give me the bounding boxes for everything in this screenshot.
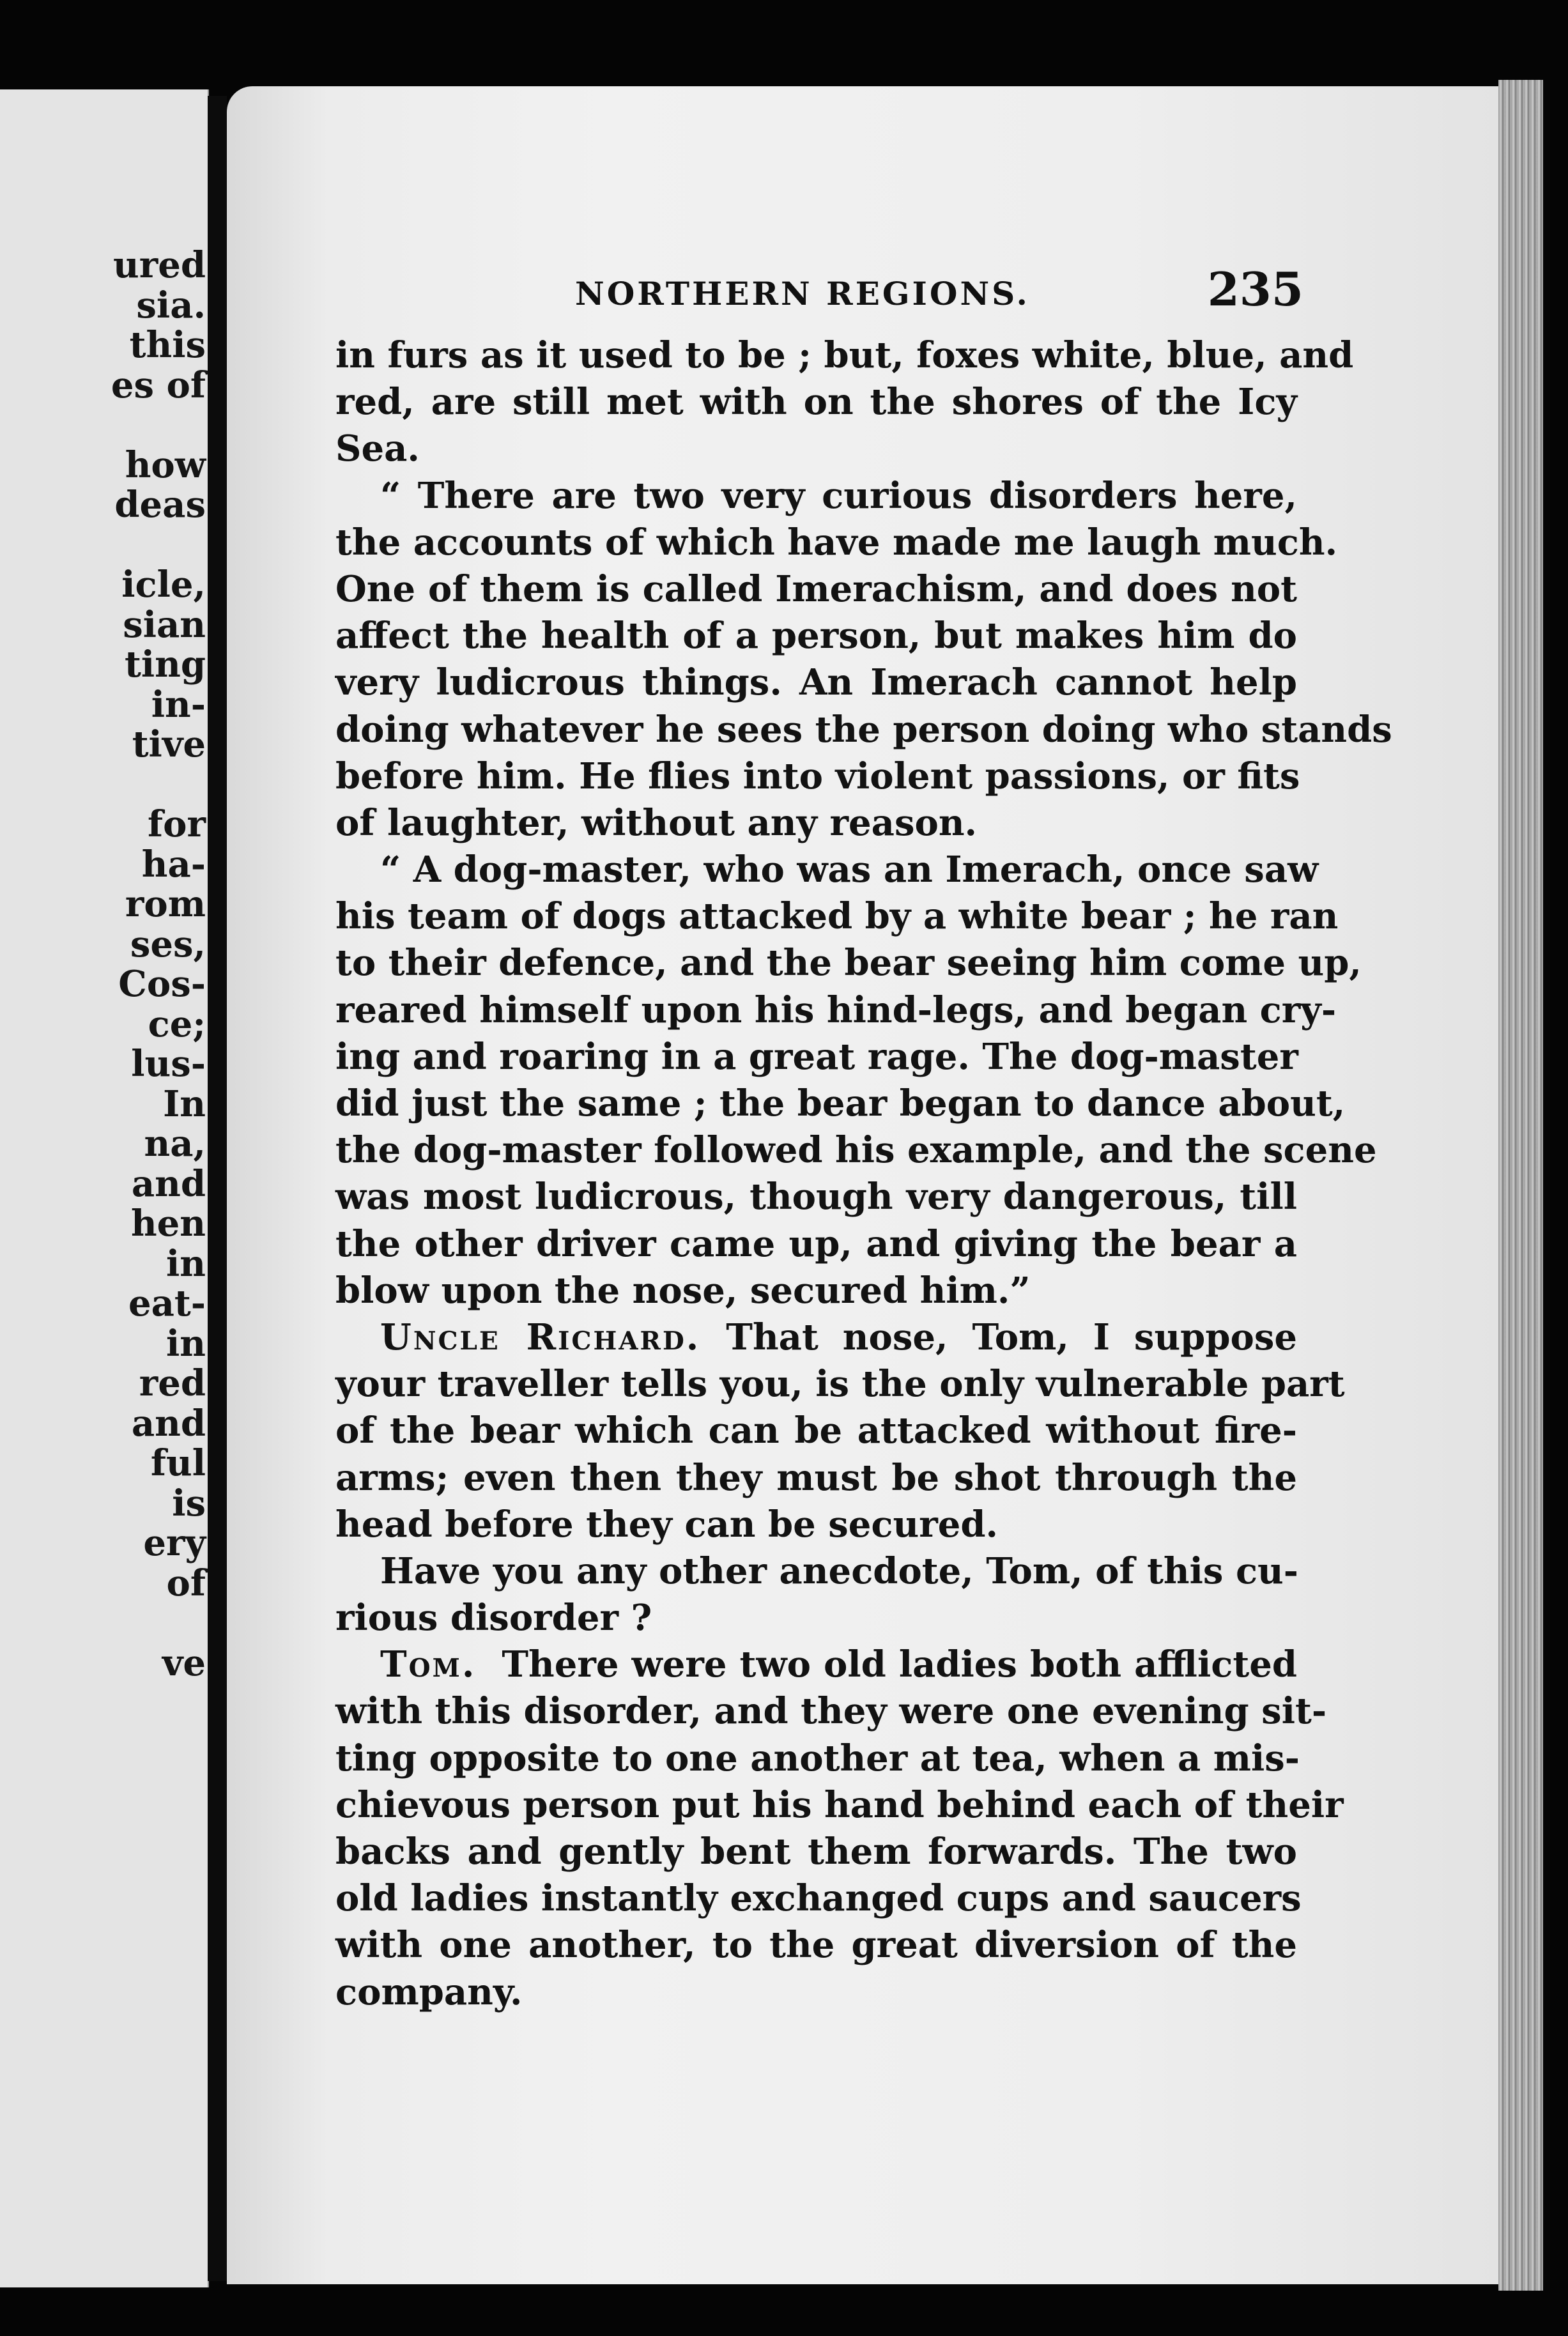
left-page-fragment: In (163, 1082, 206, 1125)
left-page-fragment: ured (112, 244, 206, 286)
text-line: did just the same ; the bear began to dance about, (335, 1082, 1346, 1125)
left-page-fragment: how (125, 443, 206, 486)
book-gutter (208, 96, 227, 2281)
left-page-fragment: ery (143, 1522, 206, 1564)
left-page-fragment: rom (125, 883, 206, 925)
text-line: reared himself upon his hind-legs, and began cry- (335, 988, 1337, 1031)
speaker-name: Uncle Richard. (380, 1316, 701, 1358)
left-page-fragment: icle, (121, 564, 206, 606)
left-page-fragment: ve (162, 1641, 206, 1684)
left-page-fragment: sia. (136, 284, 206, 327)
left-page-fragment: na, (144, 1123, 206, 1165)
text-line: in furs as it used to be ; but, foxes white, blue, and (335, 334, 1354, 376)
text-line: ing and roaring in a great rage. The dog-master (335, 1035, 1298, 1078)
text-line: Sea. (335, 427, 420, 470)
text-line: old ladies instantly exchanged cups and saucers (335, 1877, 1302, 1920)
left-page-fragment: in (166, 1242, 206, 1285)
speaker-name: Tom. (380, 1643, 477, 1686)
text-line: backs and gently bent them forwards. The two (335, 1831, 1297, 1873)
left-page-fragment: this (129, 324, 206, 366)
text-line: the other driver came up, and giving the bear a (335, 1222, 1297, 1265)
left-page-fragment: of (166, 1562, 206, 1604)
left-page-fragment: for (148, 803, 206, 845)
text-line: blow upon the nose, secured him.” (335, 1269, 1031, 1312)
text-line: his team of dogs attacked by a white bear ; he ran (335, 895, 1339, 938)
left-page-fragment: red (139, 1362, 206, 1404)
text-line: to their defence, and the bear seeing him come up, (335, 942, 1362, 985)
text-line: One of them is called Imerachism, and does not (335, 567, 1297, 610)
text-line: doing whatever he sees the person doing who stands (335, 708, 1392, 751)
left-page-fragment: Cos- (118, 963, 206, 1005)
text-line: ting opposite to one another at tea, when a mis- (335, 1737, 1300, 1779)
left-page-fragment: in (166, 1322, 206, 1365)
text-line: “ A dog-master, who was an Imerach, once saw (380, 849, 1319, 891)
left-facing-page (0, 89, 209, 2287)
left-page-fragments (111, 89, 208, 2287)
text-line: arms; even then they must be shot through the (335, 1456, 1297, 1499)
left-page-fragment: ce; (148, 1003, 206, 1045)
left-page-fragment: and (131, 1162, 206, 1205)
page-number: 235 (1207, 262, 1303, 316)
text-line: chievous person put his hand behind each of their (335, 1783, 1344, 1826)
text-line: of the bear which can be attacked without fire- (335, 1410, 1297, 1452)
text-line: your traveller tells you, is the only vulnerable part (335, 1363, 1345, 1406)
text-line: head before they can be secured. (335, 1503, 999, 1546)
left-page-fragment: es of (111, 364, 206, 406)
left-page-fragment: ses, (130, 923, 206, 965)
text-line: the accounts of which have made me laugh much. (335, 521, 1338, 564)
left-page-fragment: in- (151, 683, 206, 726)
page-header (575, 262, 1303, 319)
left-page-fragment: ful (150, 1442, 206, 1484)
text-line: was most ludicrous, though very dangerous, till (335, 1176, 1297, 1218)
page-edges (1498, 80, 1543, 2291)
text-line: red, are still met with on the shores of the Icy (335, 381, 1297, 424)
text-line: very ludicrous things. An Imerach cannot help (335, 661, 1297, 704)
text-line: company. (335, 1971, 523, 2013)
text-line: “ There are two very curious disorders here, (380, 474, 1297, 517)
left-page-fragment: deas (114, 484, 206, 526)
line-text: That nose, Tom, I suppose (726, 1316, 1297, 1358)
left-page-fragment: lus- (131, 1043, 206, 1085)
text-line: affect the health of a person, but makes him do (335, 615, 1297, 657)
left-page-fragment: ha- (141, 843, 206, 886)
left-page-fragment: eat- (128, 1282, 206, 1325)
text-line: with this disorder, and they were one evening sit- (335, 1690, 1327, 1733)
text-line: the dog-master followed his example, and the scene (335, 1129, 1377, 1172)
line-text: There were two old ladies both afflicted (502, 1643, 1297, 1686)
text-line (335, 1314, 1297, 1361)
left-page-fragment: tive (132, 723, 206, 765)
text-line: rious disorder ? (335, 1597, 652, 1640)
running-head: NORTHERN REGIONS. (575, 275, 1030, 312)
text-line (335, 1641, 1297, 1688)
left-page-fragment: is (172, 1482, 206, 1525)
left-page-fragment: and (131, 1402, 206, 1445)
left-page-fragment: sian (123, 603, 206, 646)
body-text (335, 332, 1392, 2016)
text-line: with one another, to the great diversion of the (335, 1924, 1297, 1967)
text-line: of laughter, without any reason. (335, 801, 978, 844)
text-line: before him. He flies into violent passions, or fits (335, 755, 1300, 797)
left-page-fragment: hen (130, 1203, 206, 1245)
left-page-fragment: ting (124, 643, 206, 686)
text-line: Have you any other anecdote, Tom, of this cu- (380, 1549, 1298, 1592)
